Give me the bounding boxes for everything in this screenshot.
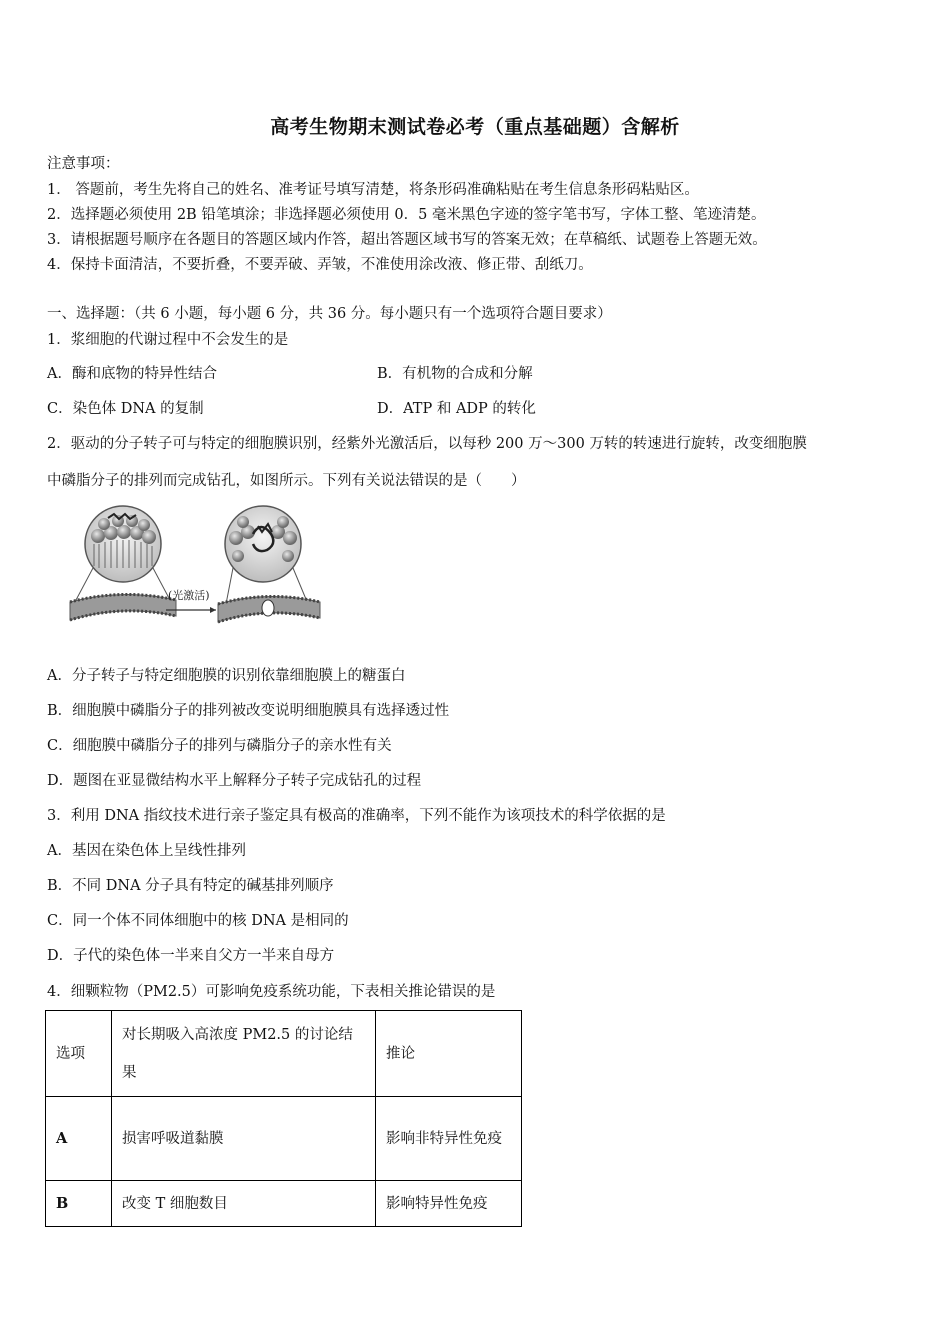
right-zoom-circle [225, 506, 301, 582]
q2-stem-line1: 2．驱动的分子转子可与特定的细胞膜识别，经紫外光激活后，以每秒 200 万～300 万转的转速进行旋转，改变细胞膜 [47, 436, 807, 452]
figure-label: (光激活) [168, 589, 210, 602]
notice-heading: 注意事项： [47, 156, 120, 172]
section-heading: 一、选择题：（共 6 小题，每小题 6 分，共 36 分。每小题只有一个选项符合题目要求） [47, 306, 612, 322]
left-zoom-circle [85, 506, 161, 582]
notice-item: 2．选择题必须使用 2B 铅笔填涂；非选择题必须使用 0．5 毫米黑色字迹的签字笔书写，字体工整、笔迹清楚。 [47, 207, 766, 223]
table-cell: A [46, 1097, 112, 1181]
table-header-cell: 选项 [46, 1011, 112, 1097]
q1-stem: 1．浆细胞的代谢过程中不会发生的是 [47, 332, 289, 348]
q3-stem: 3．利用 DNA 指纹技术进行亲子鉴定具有极高的准确率，下列不能作为该项技术的科学依据的是 [47, 808, 666, 824]
table-cell: 损害呼吸道黏膜 [112, 1097, 376, 1181]
page-title: 高考生物期末测试卷必考（重点基础题）含解析 [270, 116, 680, 138]
right-membrane [218, 596, 320, 622]
membrane-diagram [68, 504, 323, 626]
q2-option-c: C．细胞膜中磷脂分子的排列与磷脂分子的亲水性有关 [47, 738, 392, 754]
notice-item: 1． 答题前，考生先将自己的姓名、准考证号填写清楚，将条形码准确粘贴在考生信息条形码粘贴区。 [47, 182, 699, 198]
table-header-cell: 推论 [376, 1011, 522, 1097]
q3-option-b: B．不同 DNA 分子具有特定的碱基排列顺序 [47, 878, 334, 894]
table-cell: 影响非特异性免疫 [376, 1097, 522, 1181]
q4-stem: 4．细颗粒物（PM2.5）可影响免疫系统功能，下表相关推论错误的是 [47, 984, 496, 1000]
q2-option-b: B．细胞膜中磷脂分子的排列被改变说明细胞膜具有选择透过性 [47, 703, 450, 719]
left-membrane [70, 594, 176, 620]
q2-option-d: D．题图在亚显微结构水平上解释分子转子完成钻孔的过程 [47, 773, 422, 789]
table-row [46, 1097, 522, 1181]
pm25-table [45, 1010, 522, 1227]
table-row [46, 1181, 522, 1227]
q1-option-c: C．染色体 DNA 的复制 [47, 401, 204, 417]
q3-option-c: C．同一个体不同体细胞中的核 DNA 是相同的 [47, 913, 349, 929]
table-cell: 改变 T 细胞数目 [112, 1181, 376, 1227]
notice-item: 4．保持卡面清洁，不要折叠，不要弄破、弄皱，不准使用涂改液、修正带、刮纸刀。 [47, 257, 593, 273]
notice-item: 3．请根据题号顺序在各题目的答题区域内作答，超出答题区域书写的答案无效；在草稿纸、试题卷上答题无效。 [47, 232, 767, 248]
table-header-row [46, 1011, 522, 1097]
table-cell: 影响特异性免疫 [376, 1181, 522, 1227]
q1-option-a: A．酶和底物的特异性结合 [47, 366, 217, 382]
q3-option-d: D．子代的染色体一半来自父方一半来自母方 [47, 948, 335, 964]
q2-option-a: A．分子转子与特定细胞膜的识别依靠细胞膜上的糖蛋白 [47, 668, 406, 684]
table-cell: B [46, 1181, 112, 1227]
q1-option-b: B．有机物的合成和分解 [377, 366, 533, 382]
q3-option-a: A．基因在染色体上呈线性排列 [47, 843, 246, 859]
q2-stem-line2: 中磷脂分子的排列而完成钻孔，如图所示。下列有关说法错误的是（ ） [47, 473, 526, 489]
q1-option-d: D．ATP 和 ADP 的转化 [377, 401, 536, 417]
table-header-cell: 对长期吸入高浓度 PM2.5 的讨论结果 [112, 1011, 376, 1097]
